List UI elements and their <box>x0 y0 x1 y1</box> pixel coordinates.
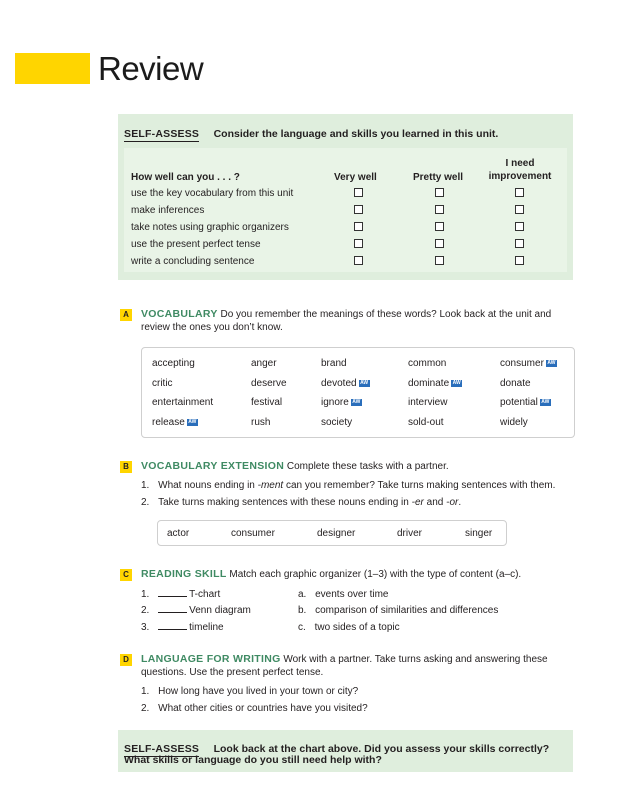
aw-badge-icon: AW <box>541 398 550 405</box>
self-assess-instruction: Consider the language and skills you learned in this unit. <box>213 128 499 140</box>
checkbox-very-well[interactable] <box>354 222 363 231</box>
list-number: 1. <box>141 480 150 491</box>
vocab-word: rush <box>251 417 271 428</box>
list-number: 2. <box>141 703 150 714</box>
aw-badge-icon: AW <box>452 379 461 386</box>
vocab-word: deserve <box>251 378 287 389</box>
table-row-label: write a concluding sentence <box>131 256 255 267</box>
answer-blank[interactable] <box>158 604 187 613</box>
extension-noun: designer <box>317 528 356 539</box>
vocab-word-aw <box>408 377 462 390</box>
checkbox-need-improvement[interactable] <box>515 256 524 265</box>
vocab-word: brand <box>321 358 347 369</box>
section-letter-d: D <box>120 654 132 666</box>
list-number: 3. <box>141 622 150 633</box>
extension-item-emphasis: -ment <box>257 480 284 491</box>
list-number: 1. <box>141 589 150 600</box>
vocab-word: sold-out <box>408 417 444 428</box>
extension-noun: singer <box>465 528 493 539</box>
extension-noun: driver <box>397 528 423 539</box>
content-type: two sides of a topic <box>314 622 400 633</box>
vocab-word: release <box>152 417 185 428</box>
extension-instruction <box>141 460 449 473</box>
question-text: How long have you lived in your town or city? <box>158 686 359 697</box>
list-number: 1. <box>141 686 150 697</box>
reading-instruction <box>141 568 521 581</box>
reading-right-item <box>298 588 389 601</box>
vocab-word: devoted <box>321 378 357 389</box>
section-letter-b: B <box>120 461 132 473</box>
aw-badge-icon: AW <box>188 418 197 425</box>
table-row-label: take notes using graphic organizers <box>131 222 289 233</box>
checkbox-need-improvement[interactable] <box>515 188 524 197</box>
col-header-pretty-well: Pretty well <box>413 172 464 183</box>
vocab-word-aw <box>152 416 198 429</box>
vocab-word-aw <box>321 396 362 409</box>
checkbox-pretty-well[interactable] <box>435 256 444 265</box>
aw-badge-icon: AW <box>352 398 361 405</box>
vocab-word: festival <box>251 397 283 408</box>
extension-title: VOCABULARY EXTENSION <box>141 460 285 472</box>
col-header-very-well: Very well <box>334 172 377 183</box>
checkbox-very-well[interactable] <box>354 239 363 248</box>
checkbox-very-well[interactable] <box>354 256 363 265</box>
vocab-word: accepting <box>152 358 195 369</box>
vocab-word: potential <box>500 397 538 408</box>
self-assess-label: SELF-ASSESS <box>124 128 200 140</box>
table-row-label: make inferences <box>131 205 205 216</box>
reading-instruction-text: Match each graphic organizer (1–3) with the type of content (a–c). <box>229 569 522 580</box>
vocab-word: common <box>408 358 447 369</box>
vocab-word: dominate <box>408 378 450 389</box>
self-assess-header <box>124 124 498 142</box>
section-letter-c: C <box>120 569 132 581</box>
page-title: Review <box>98 50 204 87</box>
vocab-word: widely <box>500 417 528 428</box>
vocab-word: consumer <box>500 358 544 369</box>
vocabulary-title: VOCABULARY <box>141 308 218 320</box>
col-header-need-line2: improvement <box>488 171 552 182</box>
extension-item-text: What nouns ending in <box>158 480 258 491</box>
language-instruction-line2: questions. Use the present perfect tense. <box>141 667 324 678</box>
vocabulary-instruction-line1: Do you remember the meanings of these words? Look back at the unit and <box>220 309 552 320</box>
question-text: What other cities or countries have you visited? <box>158 703 368 714</box>
reading-right-item <box>298 621 400 634</box>
content-type: comparison of similarities and differences <box>315 605 499 616</box>
extension-item-2 <box>141 496 461 509</box>
aw-badge-icon: AW <box>547 359 556 366</box>
self-assess-footer-line2: What skills or language do you still need help with? <box>124 754 382 766</box>
language-instruction-line1: Work with a partner. Take turns asking and answering these <box>283 654 548 665</box>
content-type: events over time <box>315 589 389 600</box>
checkbox-pretty-well[interactable] <box>435 222 444 231</box>
reading-left-item <box>141 588 220 601</box>
extension-item-1 <box>141 479 555 492</box>
table-row-label: use the present perfect tense <box>131 239 261 250</box>
vocab-word: donate <box>500 378 531 389</box>
answer-blank[interactable] <box>158 588 187 597</box>
extension-item-emphasis: -er <box>411 497 424 508</box>
language-instruction <box>141 653 581 666</box>
vocabulary-instruction <box>141 308 581 321</box>
vocab-word: critic <box>152 378 173 389</box>
vocab-word: entertainment <box>152 397 214 408</box>
vocab-word: ignore <box>321 397 349 408</box>
organizer-name: timeline <box>189 622 224 633</box>
extension-item-emphasis: -or <box>446 497 459 508</box>
vocab-word-aw <box>500 396 551 409</box>
list-letter: a. <box>298 589 307 600</box>
language-title: LANGUAGE FOR WRITING <box>141 653 281 665</box>
checkbox-very-well[interactable] <box>354 205 363 214</box>
table-row-label: use the key vocabulary from this unit <box>131 188 294 199</box>
list-letter: b. <box>298 605 307 616</box>
vocab-word: society <box>321 417 353 428</box>
checkbox-need-improvement[interactable] <box>515 239 524 248</box>
col-header-question: How well can you . . . ? <box>131 172 240 183</box>
language-question-1 <box>141 685 358 698</box>
organizer-name: Venn diagram <box>189 605 251 616</box>
checkbox-pretty-well[interactable] <box>435 188 444 197</box>
vocab-word: interview <box>408 397 448 408</box>
organizer-name: T-chart <box>189 589 221 600</box>
reading-right-item <box>298 604 498 617</box>
extension-noun: consumer <box>231 528 275 539</box>
language-question-2 <box>141 702 368 715</box>
vocabulary-instruction-line2: review the ones you don’t know. <box>141 322 283 333</box>
self-assess-footer-label: SELF-ASSESS <box>124 743 200 755</box>
col-header-need-line1: I need <box>505 158 535 169</box>
checkbox-need-improvement[interactable] <box>515 222 524 231</box>
answer-blank[interactable] <box>158 621 187 630</box>
extension-item-text: can you remember? Take turns making sentences with them. <box>283 480 556 491</box>
checkbox-pretty-well[interactable] <box>435 205 444 214</box>
reading-title: READING SKILL <box>141 568 227 580</box>
reading-left-item <box>141 621 224 634</box>
col-header-need-improvement <box>487 157 553 183</box>
extension-item-text: Take turns making sentences with these nouns ending in <box>158 497 412 508</box>
vocab-word-aw <box>500 357 557 370</box>
checkbox-very-well[interactable] <box>354 188 363 197</box>
section-letter-a: A <box>120 309 132 321</box>
aw-badge-icon: AW <box>360 379 369 386</box>
checkbox-pretty-well[interactable] <box>435 239 444 248</box>
list-number: 2. <box>141 605 150 616</box>
extension-noun: actor <box>167 528 190 539</box>
vocab-word: anger <box>251 358 277 369</box>
self-assess-footer-text: Look back at the chart above. Did you assess your skills correctly? <box>213 743 550 755</box>
extension-item-text: . <box>458 497 462 508</box>
list-letter: c. <box>298 622 306 633</box>
list-number: 2. <box>141 497 150 508</box>
vocab-word-aw <box>321 377 370 390</box>
reading-left-item <box>141 604 251 617</box>
checkbox-need-improvement[interactable] <box>515 205 524 214</box>
title-accent-bar <box>15 53 90 84</box>
extension-item-text: and <box>423 497 447 508</box>
extension-instruction-text: Complete these tasks with a partner. <box>286 461 449 472</box>
